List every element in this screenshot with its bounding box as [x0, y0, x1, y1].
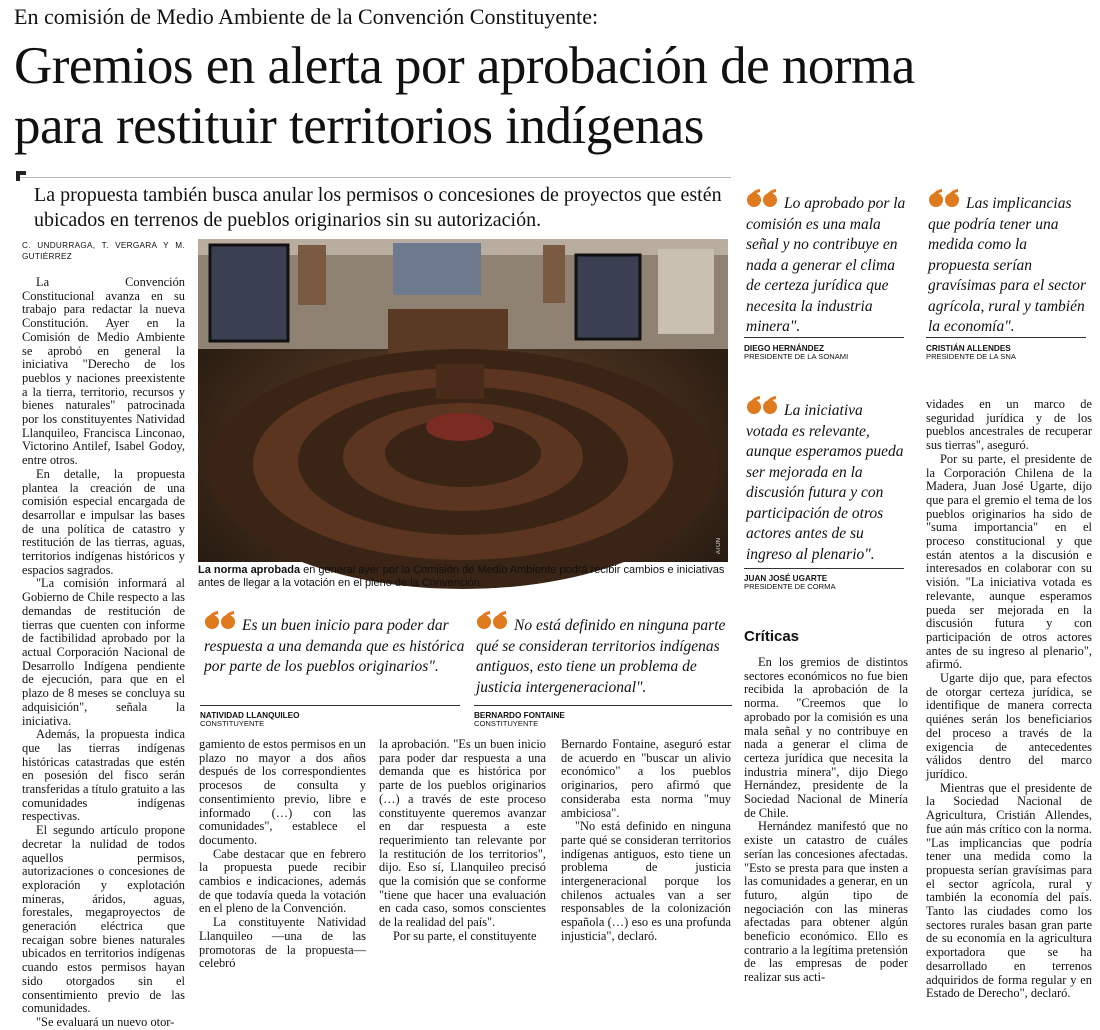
paragraph: Por su parte, el constituyente [393, 928, 537, 943]
body-column-3 [379, 738, 546, 952]
quote-role: PRESIDENTE DE CORMA [744, 582, 836, 591]
quote-author: NATIVIDAD LLANQUILEO [200, 711, 300, 720]
paragraph: Además, la propuesta indica que las tierras indígenas históricas catastradas que estén en posesión del fisco serán transferidas a título gratuito a las comunidades indígenas respectivas. [22, 727, 185, 824]
paragraph: "Se evaluará un nuevo otor- [36, 1014, 175, 1029]
quote-rule [926, 337, 1086, 338]
headline [14, 36, 1094, 156]
quote-role: CONSTITUYENTE [474, 719, 539, 728]
paragraph: "La comisión informará al Gobierno de Chile respecto a las demandas de restitución de tierras que cuenten con informe de factibilidad aprobado por la actual Corporación Nacional de Desarrollo Indígena pendiente de ejecución, para que en el plazo de 8 meses se concluya su adquisición", señala la iniciativa. [22, 576, 185, 728]
headline-line-2: para restituir territorios indígenas [14, 97, 704, 155]
pull-quote-ugarte [746, 395, 906, 565]
quote-text: Lo aprobado por la comisión es una mala señal y no contribuye en nada a generar el clima de certeza jurídica que necesita la industria minera". [746, 195, 906, 335]
paragraph: Cabe destacar que en febrero la propuesta puede recibir cambios e indicaciones, además de que todavía queda la votación en el pleno de la Convención. [199, 846, 366, 916]
caption-text: en general ayer por la Comisión de Medio Ambiente podrá recibir cambios e iniciativas antes de llegar a la votación en el pleno de la Convención. [198, 564, 725, 589]
paragraph: vidades en un marco de seguridad jurídica y de los pueblos ancestrales de recuperar sus tierras", aseguró. [926, 397, 1092, 453]
photo-credit: ATON [716, 537, 722, 554]
quote-rule [744, 337, 904, 338]
byline: C. UNDURRAGA, T. VERGARA Y M. GUTIÉRREZ [22, 241, 185, 261]
quote-marks-icon [928, 188, 962, 210]
paragraph: Hernández manifestó que no existe un catastro de cuáles serían las concesiones afectadas. "Esto se presta para que insten a las comunidades a generar, en un futuro, algún tipo de negociación con las mineras afectadas para obtener algún beneficio económico. Ello es contrario a la legítima pretensión de las empresas de poder realizar sus acti- [744, 819, 908, 985]
paragraph: La constituyente Natividad Llanquileo —una de las promotoras de la propuesta— celebró [199, 915, 366, 971]
paragraph: Bernardo Fontaine, aseguró estar de acuerdo en "buscar un alivio económico" a los pueblos originarios, pero afirmó que consideraba esta norma "muy ambiciosa". [561, 737, 731, 820]
pull-quote-allendes [928, 188, 1088, 338]
paragraph: la aprobación. "Es un buen inicio para poder dar respuesta a una demanda que es histórica por parte de los pueblos originarios (…) a través de este proceso constituyente queremos avanzar en dar respuesta a este requerimiento tan relevante por la restitución de los territorios", dijo. Eso sí, Llanquileo precisó que la comisión que se conforme "tiene que hacer una evaluación en cada caso, somos conscientes de la realidad del país". [379, 737, 546, 930]
paragraph: En los gremios de distintos sectores económicos no fue bien recibida la aprobación de la norma. "Creemos que lo aprobado por la comisión es una mala señal y no contribuye en nada a generar el clima de certeza jurídica que necesita la industria minera", dijo Diego Hernández, presidente de la Sociedad Nacional de Minería de Chile. [744, 655, 908, 820]
body-column-1 [22, 240, 185, 1029]
quote-text: La iniciativa votada es relevante, aunque esperamos pueda ser mejorada en la discusión futura y con participación de otros actores antes de su ingreso al plenario". [746, 402, 904, 563]
body-column-4 [561, 738, 731, 952]
pull-quote-llanquileo [204, 610, 466, 678]
quote-text: Las implicancias que podría tener una medida como la propuesta serían gravísimas para el sector agrícola, rural y también la economía". [928, 195, 1087, 335]
quote-rule [200, 705, 460, 706]
quote-author: BERNARDO FONTAINE [474, 711, 565, 720]
paragraph: gamiento de estos permisos en un plazo no mayor a dos años después de los correspondientes procesos de consulta y consentimiento previo, libre e informado (…) con las comunidades", establece el documento. [199, 737, 366, 847]
chamber-photo [198, 239, 728, 562]
paragraph: Por su parte, el presidente de la Corporación Chilena de la Madera, Juan José Ugarte, dijo que para el gremio el tema de los pueblos originarios ha sido de "suma importancia" en el proceso constitucional y que están atentos a la discusión e interesados en colaborar con su visión. "La iniciativa votada es relevante, aunque esperamos pueda ser mejorada en la discusión futura y con participación de otros actores antes de su ingreso al plenario", afirmó. [926, 451, 1092, 672]
quote-author: JUAN JOSÉ UGARTE [744, 574, 828, 583]
body-column-5 [744, 655, 908, 985]
body-column-6 [926, 397, 1092, 1001]
body-column-2 [199, 737, 366, 971]
deck: La propuesta también busca anular los permisos o concesiones de proyectos que estén ubicados en terrenos de pueblos originarios sin su autorización. [34, 184, 722, 231]
paragraph: "No está definido en ninguna parte qué se consideran territorios indígenas antiguos, esto tiene un problema de justicia intergeneracional porque los chilenos actuales van a ser responsables de la colonización española (…) eso es una profunda injusticia", declaró. [561, 819, 731, 943]
chamber-illustration [198, 239, 728, 562]
deck-rule [16, 177, 731, 178]
headline-line-1: Gremios en alerta por aprobación de norma [14, 37, 915, 95]
pull-quote-fontaine [476, 610, 731, 698]
paragraph: En detalle, la propuesta plantea la creación de una comisión especial encargada de desarrollar e impulsar las bases de una política de catastro y restitución de las tierras, aguas, territorios indígenas históricos y espacios sagrados. [22, 466, 185, 577]
quote-role: CONSTITUYENTE [200, 719, 265, 728]
quote-rule [744, 568, 904, 569]
quote-marks-icon [746, 395, 780, 417]
quote-text: No está definido en ninguna parte qué se consideran territorios indígenas antiguos, esto tiene un problema de justicia intergeneracional". [476, 617, 726, 696]
quote-author: CRISTIÁN ALLENDES [926, 344, 1011, 353]
quote-text: Es un buen inicio para poder dar respuesta a una demanda que es histórica por parte de los pueblos originarios". [204, 617, 465, 675]
paragraph: La Convención Constitucional avanza en su trabajo para redactar la nueva Constitución. Ayer en la Comisión de Medio Ambiente se aprobó en general la iniciativa "Derecho de los pueblos y naciones preexistente a la tierra, territorio, recursos y bienes naturales" patrocinada por los constituyentes Natividad Llanquileo, Francisca Linconao, Victorino Antilef, Isabel Godoy, entre otros. [22, 275, 185, 468]
quote-marks-icon [204, 610, 238, 632]
quote-role: PRESIDENTE DE LA SNA [926, 352, 1016, 361]
quote-author: DIEGO HERNÁNDEZ [744, 344, 825, 353]
kicker: En comisión de Medio Ambiente de la Convención Constituyente: [14, 4, 599, 29]
quote-marks-icon [476, 610, 510, 632]
quote-rule [474, 705, 732, 706]
section-subhead: Críticas [744, 628, 800, 645]
photo-caption [198, 564, 733, 590]
paragraph: Ugarte dijo que, para efectos de otorgar certeza jurídica, se identifique de manera correcta quiénes serán los beneficiarios del proceso a través de la exigencia de antecedentes válidos dentro del marco jurídico. [926, 671, 1092, 781]
paragraph: Mientras que el presidente de la Sociedad Nacional de Agricultura, Cristián Allendes, fue aún más crítico con la norma. "Las implicancias que podría tener una medida como la propuesta serían gravísimas para el sector agrícola, rural y también la economía del país. Tanto las ciudades como los sectores rurales basan gran parte de su economía en la agricultura exportadora que se ha desarrollado en terrenos adquiridos de forma regular y en Estado de Derecho", declaró. [926, 780, 1092, 1001]
quote-role: PRESIDENTE DE LA SONAMI [744, 352, 849, 361]
paragraph: El segundo artículo propone decretar la nulidad de todos aquellos permisos, autorizaciones o concesiones de exploración y explotación mineras, áridos, aguas, forestales, megaproyectos de generación eléctrica que recaigan sobre bienes naturales ubicados en territorios indígenas cuando estos permisos hayan sido otorgados sin el consentimiento previo de las comunidades. [22, 823, 185, 1016]
caption-lead: La norma aprobada [198, 564, 301, 576]
pull-quote-hernandez [746, 188, 906, 338]
quote-marks-icon [746, 188, 780, 210]
deck-corner-mark [16, 171, 26, 181]
